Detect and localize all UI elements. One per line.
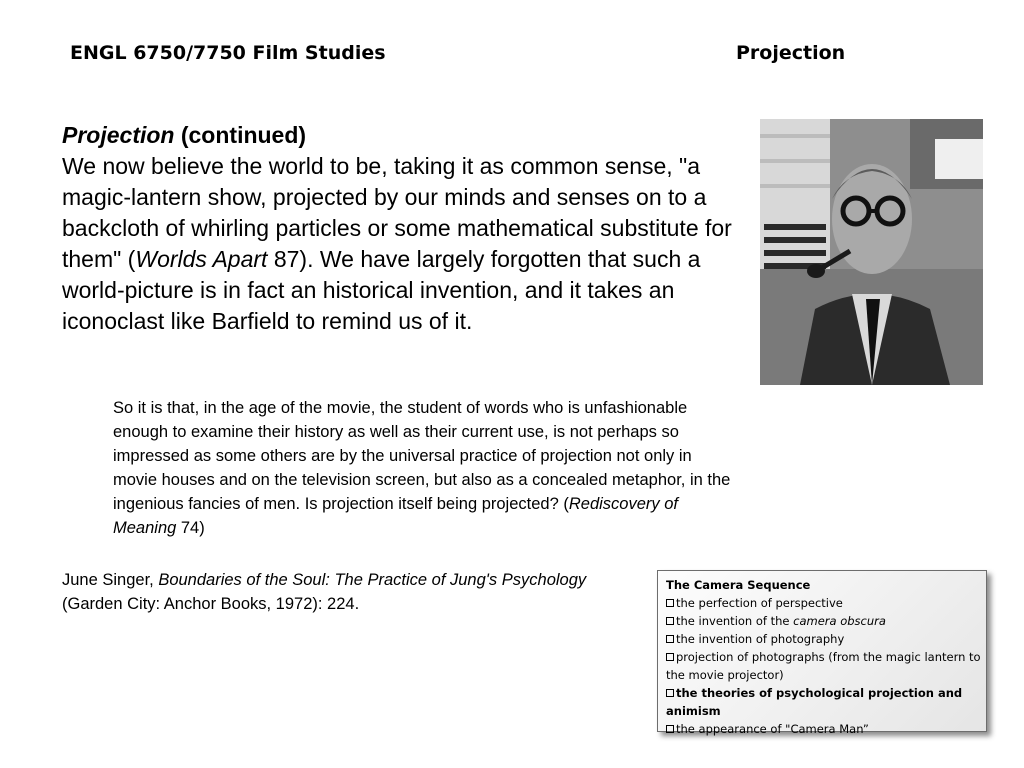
list-item-italic: camera obscura	[793, 614, 886, 628]
citation-book-title: Boundaries of the Soul: The Practice of Jung's Psychology	[158, 571, 587, 589]
list-item-text: the invention of the	[676, 614, 794, 628]
main-text-block	[62, 120, 742, 337]
list-item	[666, 648, 981, 684]
checkbox-bullet-icon	[666, 653, 674, 661]
citation-author: June Singer,	[62, 571, 159, 589]
list-item-text: projection of photographs (from the magic lantern to the movie projector)	[666, 650, 981, 682]
course-title: ENGL 6750/7750 Film Studies	[70, 42, 386, 64]
portrait-illustration	[760, 119, 983, 385]
camera-sequence-list	[666, 594, 981, 738]
citation-details: (Garden City: Anchor Books, 1972): 224.	[62, 595, 360, 613]
quote-source-title: Rediscovery of Meaning	[113, 495, 678, 537]
list-item	[666, 594, 981, 612]
list-item-text: the theories of psychological projection and animism	[666, 686, 963, 718]
checkbox-bullet-icon	[666, 617, 674, 625]
main-paragraph-part-2: 87). We have largely forgotten that such a world-picture is in fact an historical invention, and it takes an iconoclast like Barfield to remind us of it.	[62, 246, 701, 334]
block-quote	[113, 396, 733, 540]
list-item	[666, 720, 981, 738]
portrait-photo	[760, 119, 983, 385]
camera-sequence-box	[657, 570, 987, 736]
list-item	[666, 612, 981, 630]
main-paragraph-part-1: We now believe the world to be, taking it as common sense, "a magic-lantern show, projected by our minds and senses on to a backcloth of whirling particles or some mathematical substitute for them" (	[62, 153, 732, 272]
list-item	[666, 684, 981, 720]
citation	[62, 568, 622, 616]
slide-topic: Projection	[736, 42, 846, 64]
section-heading	[62, 120, 742, 151]
checkbox-bullet-icon	[666, 635, 674, 643]
list-item-text: the invention of photography	[676, 632, 845, 646]
section-heading-italic: Projection	[62, 122, 175, 148]
quote-source-page: 74)	[176, 519, 205, 537]
list-item	[666, 630, 981, 648]
list-item-text: the appearance of "Camera Man”	[676, 722, 869, 736]
camera-sequence-title: The Camera Sequence	[666, 578, 811, 592]
checkbox-bullet-icon	[666, 599, 674, 607]
checkbox-bullet-icon	[666, 725, 674, 733]
section-heading-rest: (continued)	[174, 122, 307, 148]
quote-text: So it is that, in the age of the movie, the student of words who is unfashionable enough to examine their history as well as their current use, is not perhaps so impressed as some others are by the universal practice of projection not only in movie houses and on the television screen, but also as a concealed metaphor, in the ingenious fancies of men. Is projection itself being projected? (	[113, 399, 731, 513]
worlds-apart-title: Worlds Apart	[135, 246, 268, 272]
list-item-text: the perfection of perspective	[676, 596, 843, 610]
main-paragraph	[62, 151, 742, 337]
checkbox-bullet-icon	[666, 689, 674, 697]
